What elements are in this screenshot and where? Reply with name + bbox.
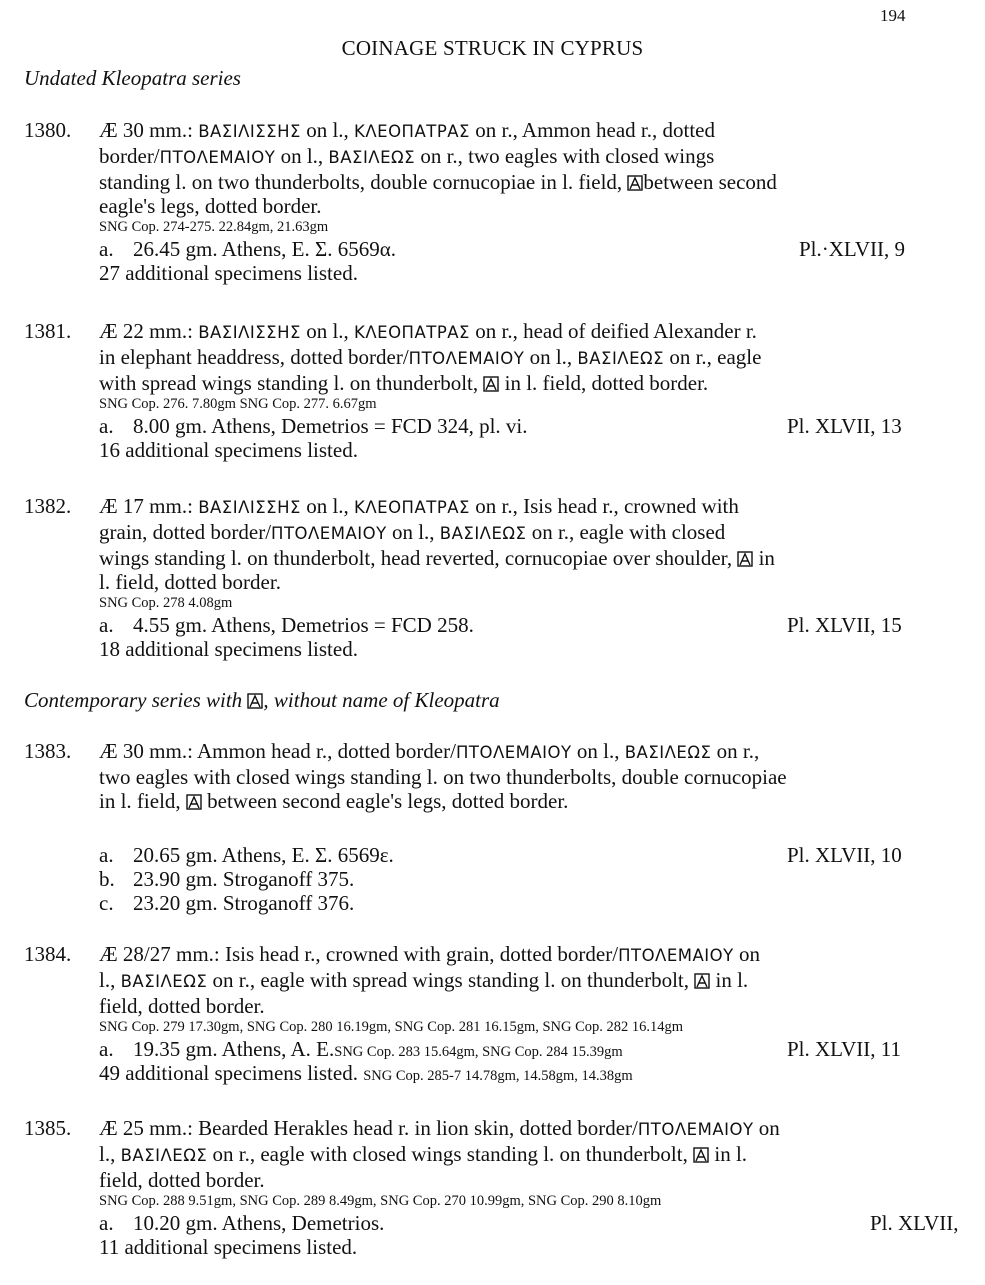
entry-number: 1385.	[24, 1116, 72, 1140]
entry-number: 1381.	[24, 319, 72, 343]
entry-line-2: two eagles with closed wings standing l. on two thunderbolts, double cornucopiae	[99, 765, 787, 789]
monogram-icon	[247, 693, 263, 709]
entry-line-3: with spread wings standing l. on thunderbolt, in l. field, dotted border.	[99, 371, 709, 395]
entry-number: 1383.	[24, 739, 72, 763]
sng-reference: SNG Cop. 274-275. 22.84gm, 21.63gm	[99, 219, 329, 235]
entry-line-4: l. field, dotted border.	[99, 570, 281, 594]
entry-number: 1382.	[24, 494, 72, 518]
plate-ref: Pl.·XLVII, 9	[799, 237, 905, 261]
entry-line-3: in l. field, between second eagle's legs, dotted border.	[99, 789, 569, 813]
additional-specimens: 18 additional specimens listed.	[99, 637, 358, 661]
entry-line-1: Æ 30 mm.: Ammon head r., dotted border/ΠΤΟΛΕΜΑΙΟΥ on l., ΒΑΣΙΛΕΩΣ on r.,	[99, 739, 760, 763]
plate-ref: Pl. XLVII,	[870, 1211, 959, 1235]
specimen-row: b. 23.90 gm. Stroganoff 375.	[99, 867, 355, 891]
entry-line-1: Æ 22 mm.: ΒΑΣΙΛΙΣΣΗΣ on l., ΚΛΕΟΠΑΤΡΑΣ on r., head of deified Alexander r.	[99, 319, 757, 343]
specimen-row: a. 10.20 gm. Athens, Demetrios. Pl. XLVII,	[99, 1211, 959, 1235]
page-title: COINAGE STRUCK IN CYPRUS	[341, 36, 644, 60]
plate-ref: Pl. XLVII, 13	[787, 414, 902, 438]
entry-line-3: field, dotted border.	[99, 1168, 265, 1192]
additional-specimens: 16 additional specimens listed.	[99, 438, 358, 462]
entry-line-3: standing l. on two thunderbolts, double cornucopiae in l. field, between second	[99, 170, 777, 194]
sng-reference: SNG Cop. 279 17.30gm, SNG Cop. 280 16.19gm, SNG Cop. 281 16.15gm, SNG Cop. 282 16.14gm	[99, 1019, 684, 1035]
plate-ref: Pl. XLVII, 11	[787, 1037, 901, 1061]
entry-number: 1384.	[24, 942, 72, 966]
section-heading-undated: Undated Kleopatra series	[24, 66, 241, 90]
entry-line-1: Æ 30 mm.: ΒΑΣΙΛΙΣΣΗΣ on l., ΚΛΕΟΠΑΤΡΑΣ on r., Ammon head r., dotted	[99, 118, 715, 142]
section-heading-contemporary: Contemporary series with , without name of Kleopatra	[24, 688, 500, 712]
monogram-icon	[694, 973, 710, 989]
entry-line-1: Æ 28/27 mm.: Isis head r., crowned with grain, dotted border/ΠΤΟΛΕΜΑΙΟΥ on	[99, 942, 760, 966]
monogram-icon	[693, 1147, 709, 1163]
entry-line-2: l., ΒΑΣΙΛΕΩΣ on r., eagle with spread wings standing l. on thunderbolt, in l.	[99, 968, 749, 992]
specimen-row: a. 4.55 gm. Athens, Demetrios = FCD 258. Pl. XLVII, 15	[99, 613, 902, 637]
additional-specimens: 11 additional specimens listed.	[99, 1235, 358, 1259]
entry-line-3: wings standing l. on thunderbolt, head reverted, cornucopiae over shoulder, in	[99, 546, 775, 570]
page-number: 194	[880, 6, 906, 25]
specimen-row: a. 20.65 gm. Athens, E. Σ. 6569ε. Pl. XLVII, 10	[99, 843, 902, 867]
entry-line-3: field, dotted border.	[99, 994, 265, 1018]
additional-specimens: 49 additional specimens listed. SNG Cop. 285-7 14.78gm, 14.58gm, 14.38gm	[99, 1061, 633, 1085]
specimen-row: c. 23.20 gm. Stroganoff 376.	[99, 891, 355, 915]
specimen-row: a. 26.45 gm. Athens, E. Σ. 6569α. Pl.·XLVII, 9	[99, 237, 905, 261]
entry-line-2: in elephant headdress, dotted border/ΠΤΟΛΕΜΑΙΟΥ on l., ΒΑΣΙΛΕΩΣ on r., eagle	[99, 345, 762, 369]
sng-reference: SNG Cop. 288 9.51gm, SNG Cop. 289 8.49gm, SNG Cop. 270 10.99gm, SNG Cop. 290 8.10gm	[99, 1193, 662, 1209]
entry-line-1: Æ 17 mm.: ΒΑΣΙΛΙΣΣΗΣ on l., ΚΛΕΟΠΑΤΡΑΣ on r., Isis head r., crowned with	[99, 494, 739, 518]
additional-specimens: 27 additional specimens listed.	[99, 261, 358, 285]
entry-line-2: border/ΠΤΟΛΕΜΑΙΟΥ on l., ΒΑΣΙΛΕΩΣ on r., two eagles with closed wings	[99, 144, 715, 168]
entry-line-1: Æ 25 mm.: Bearded Herakles head r. in lion skin, dotted border/ΠΤΟΛΕΜΑΙΟΥ on	[99, 1116, 780, 1140]
monogram-icon	[483, 376, 499, 392]
sng-reference: SNG Cop. 276. 7.80gm SNG Cop. 277. 6.67gm	[99, 396, 377, 412]
monogram-icon	[186, 794, 202, 810]
entry-number: 1380.	[24, 118, 72, 142]
entry-line-4: eagle's legs, dotted border.	[99, 194, 322, 218]
monogram-icon	[627, 175, 643, 191]
entry-line-2: l., ΒΑΣΙΛΕΩΣ on r., eagle with closed wings standing l. on thunderbolt, in l.	[99, 1142, 748, 1166]
monogram-icon	[737, 551, 753, 567]
entry-line-2: grain, dotted border/ΠΤΟΛΕΜΑΙΟΥ on l., ΒΑΣΙΛΕΩΣ on r., eagle with closed	[99, 520, 726, 544]
specimen-row: a. 8.00 gm. Athens, Demetrios = FCD 324, pl. vi. Pl. XLVII, 13	[99, 414, 902, 438]
sng-reference: SNG Cop. 278 4.08gm	[99, 595, 233, 611]
plate-ref: Pl. XLVII, 15	[787, 613, 902, 637]
plate-ref: Pl. XLVII, 10	[787, 843, 902, 867]
specimen-row: a. 19.35 gm. Athens, A. E.SNG Cop. 283 15.64gm, SNG Cop. 284 15.39gm Pl. XLVII, 11	[99, 1037, 901, 1061]
